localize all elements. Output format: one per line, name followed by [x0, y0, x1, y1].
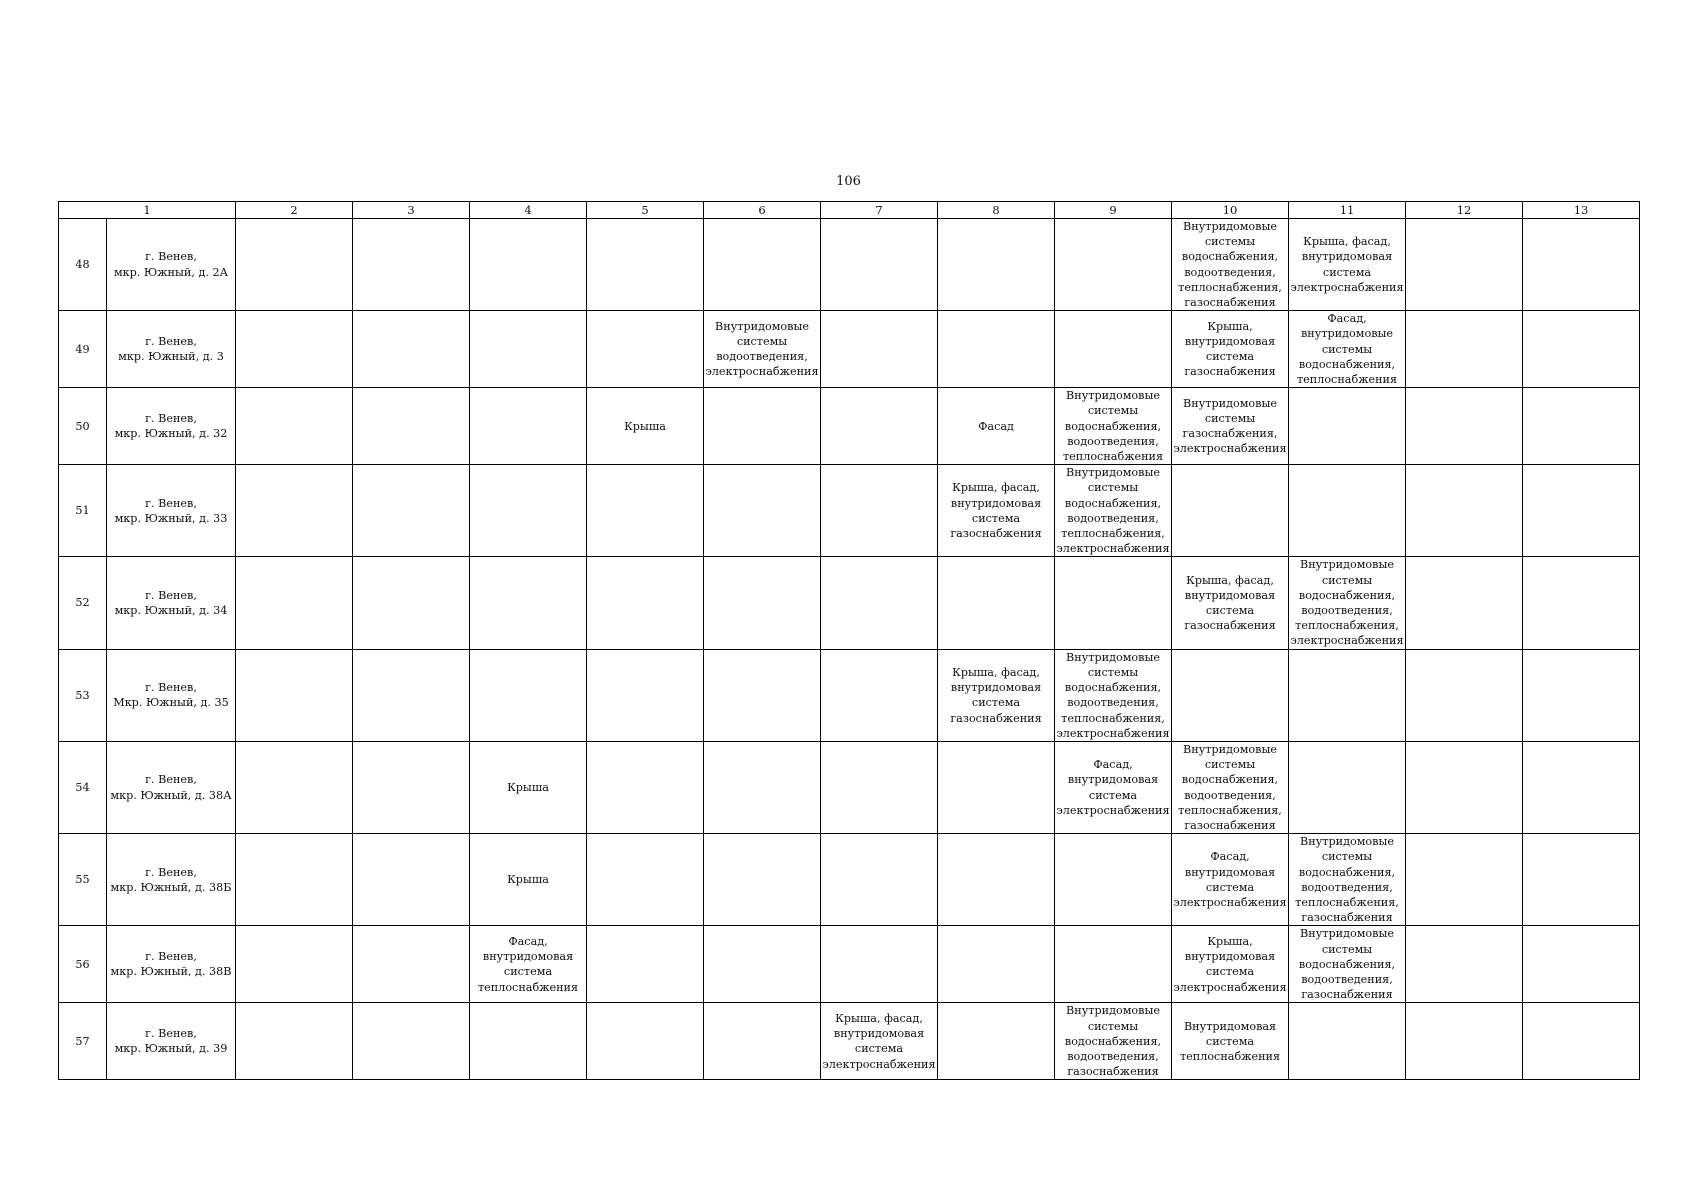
work-cell-col-6: [704, 741, 821, 833]
work-cell-col-3: [353, 926, 470, 1003]
work-cell-col-13: [1523, 926, 1640, 1003]
column-header: 12: [1406, 202, 1523, 219]
row-number: 55: [59, 834, 107, 926]
work-cell-col-5: [587, 926, 704, 1003]
address-line: г. Венев,: [145, 1027, 197, 1041]
address-cell: [107, 741, 236, 833]
address-line: г. Венев,: [145, 865, 197, 879]
address-line: мкр. Южный, д. 32: [114, 427, 228, 441]
work-cell-col-5: [587, 219, 704, 311]
work-cell-col-2: [236, 557, 353, 649]
table-row: [59, 388, 1640, 465]
work-cell-col-9: [1055, 219, 1172, 311]
work-cell-col-8: [938, 926, 1055, 1003]
work-cell-col-13: [1523, 834, 1640, 926]
work-cell-col-2: [236, 926, 353, 1003]
work-cell-col-2: [236, 311, 353, 388]
work-cell-col-10: [1172, 465, 1289, 557]
address-cell: [107, 1003, 236, 1080]
work-cell-col-4: [470, 465, 587, 557]
work-cell-col-7: [821, 311, 938, 388]
work-cell-col-13: [1523, 741, 1640, 833]
address-line: г. Венев,: [145, 588, 197, 602]
table-row: [59, 834, 1640, 926]
address-line: г. Венев,: [145, 950, 197, 964]
work-cell-col-10: Внутридомовые системы водоснабжения, водоотведения, теплоснабжения, газоснабжения: [1172, 741, 1289, 833]
address-line: мкр. Южный, д. 33: [114, 511, 228, 525]
work-cell-col-8: [938, 557, 1055, 649]
work-cell-col-6: [704, 465, 821, 557]
work-cell-col-6: [704, 649, 821, 741]
work-cell-col-11: Внутридомовые системы водоснабжения, водоотведения, теплоснабжения, газоснабжения: [1289, 834, 1406, 926]
work-cell-col-5: [587, 311, 704, 388]
page-number: 106: [836, 174, 861, 189]
work-cell-col-10: [1172, 649, 1289, 741]
address-cell: [107, 557, 236, 649]
work-cell-col-3: [353, 1003, 470, 1080]
table-row: [59, 465, 1640, 557]
table-row: [59, 649, 1640, 741]
work-cell-col-6: [704, 834, 821, 926]
work-cell-col-8: [938, 219, 1055, 311]
work-cell-col-13: [1523, 649, 1640, 741]
work-cell-col-3: [353, 741, 470, 833]
work-cell-col-11: Фасад, внутридомовые системы водоснабжения, теплоснабжения: [1289, 311, 1406, 388]
column-header: 9: [1055, 202, 1172, 219]
address-cell: [107, 311, 236, 388]
work-cell-col-9: Внутридомовые системы водоснабжения, водоотведения, теплоснабжения, электроснабжения: [1056, 650, 1170, 740]
work-cell-col-12: [1406, 649, 1523, 741]
work-cell-col-12: [1406, 834, 1523, 926]
table-row: [59, 219, 1640, 311]
work-cell-col-10: Фасад, внутридомовая система электроснабжения: [1172, 834, 1289, 926]
table-body: [59, 219, 1640, 1080]
work-cell-col-4: [470, 649, 587, 741]
work-cell-col-6: [704, 388, 821, 465]
table-row: [59, 557, 1640, 649]
work-cell-col-11: [1289, 388, 1406, 465]
work-cell-col-6: [704, 1003, 821, 1080]
row-number: 57: [59, 1003, 107, 1080]
row-number: 56: [59, 926, 107, 1003]
row-number: 52: [59, 557, 107, 649]
work-cell-col-11: Внутридомовые системы водоснабжения, водоотведения, теплоснабжения, электроснабжения: [1290, 558, 1404, 648]
address-cell: [107, 649, 236, 741]
row-number: 54: [59, 741, 107, 833]
work-cell-col-8: Крыша, фасад, внутридомовая система газоснабжения: [938, 465, 1055, 557]
row-number: 53: [59, 649, 107, 741]
work-cell-col-8: [938, 741, 1055, 833]
work-cell-col-7: [821, 649, 938, 741]
work-cell-col-12: [1406, 465, 1523, 557]
repair-schedule-table: [58, 201, 1640, 1080]
work-cell-col-2: [236, 1003, 353, 1080]
work-cell-col-10: Внутридомовая система теплоснабжения: [1172, 1003, 1289, 1080]
address-cell: [107, 465, 236, 557]
column-header: 1: [59, 202, 236, 219]
work-cell-col-9: Внутридомовые системы водоснабжения, водоотведения, газоснабжения: [1055, 1003, 1172, 1080]
work-cell-col-8: [938, 311, 1055, 388]
work-cell-col-7: [821, 926, 938, 1003]
work-cell-col-4: Крыша: [470, 834, 587, 926]
work-cell-col-6: [704, 926, 821, 1003]
work-cell-col-13: [1523, 1003, 1640, 1080]
work-cell-col-2: [236, 465, 353, 557]
work-cell-col-12: [1406, 741, 1523, 833]
work-cell-col-3: [353, 219, 470, 311]
work-cell-col-2: [236, 388, 353, 465]
work-cell-col-3: [353, 465, 470, 557]
table-row: [59, 311, 1640, 388]
row-number: 51: [59, 465, 107, 557]
work-cell-col-11: [1289, 465, 1406, 557]
address-line: г. Венев,: [145, 496, 197, 510]
address-line: г. Венев,: [145, 681, 197, 695]
work-cell-col-4: [470, 1003, 587, 1080]
column-header: 4: [470, 202, 587, 219]
work-cell-col-3: [353, 557, 470, 649]
work-cell-col-5: [587, 649, 704, 741]
work-cell-col-9: Фасад, внутридомовая система электроснабжения: [1055, 741, 1172, 833]
work-cell-col-12: [1406, 926, 1523, 1003]
work-cell-col-6: [704, 219, 821, 311]
address-line: г. Венев,: [145, 412, 197, 426]
work-cell-col-7: Крыша, фасад, внутридомовая система электроснабжения: [821, 1003, 938, 1080]
column-header: 8: [938, 202, 1055, 219]
address-line: г. Венев,: [145, 250, 197, 264]
work-cell-col-7: [821, 741, 938, 833]
table-row: [59, 741, 1640, 833]
work-cell-col-9: Внутридомовые системы водоснабжения, водоотведения, теплоснабжения: [1055, 388, 1172, 465]
row-number: 50: [59, 388, 107, 465]
work-cell-col-3: [353, 649, 470, 741]
work-cell-col-7: [821, 465, 938, 557]
address-line: мкр. Южный, д. 39: [114, 1042, 228, 1056]
address-line: мкр. Южный, д. 38Б: [110, 880, 232, 894]
work-cell-col-6: [704, 557, 821, 649]
work-cell-col-2: [236, 834, 353, 926]
column-header: 11: [1289, 202, 1406, 219]
work-cell-col-13: [1523, 465, 1640, 557]
work-cell-col-5: [587, 465, 704, 557]
work-cell-col-10: Крыша, внутридомовая система газоснабжения: [1172, 311, 1289, 388]
work-cell-col-8: [938, 1003, 1055, 1080]
work-cell-col-7: [821, 219, 938, 311]
column-header: 10: [1172, 202, 1289, 219]
address-line: мкр. Южный, д. 38А: [110, 788, 232, 802]
address-line: г. Венев,: [145, 335, 197, 349]
row-number: 48: [59, 219, 107, 311]
work-cell-col-4: [470, 311, 587, 388]
work-cell-col-12: [1406, 1003, 1523, 1080]
work-cell-col-11: [1289, 741, 1406, 833]
address-cell: [107, 388, 236, 465]
address-line: мкр. Южный, д. 3: [118, 350, 224, 364]
work-cell-col-4: [470, 219, 587, 311]
work-cell-col-4: [470, 388, 587, 465]
work-cell-col-11: [1289, 649, 1406, 741]
work-cell-col-12: [1406, 557, 1523, 649]
work-cell-col-10: Внутридомовые системы водоснабжения, водоотведения, теплоснабжения, газоснабжения: [1172, 219, 1289, 311]
address-cell: [107, 834, 236, 926]
work-cell-col-4: [470, 557, 587, 649]
work-cell-col-10: Внутридомовые системы газоснабжения, электроснабжения: [1172, 388, 1289, 465]
table-row: [59, 926, 1640, 1003]
work-cell-col-12: [1406, 219, 1523, 311]
address-line: г. Венев,: [145, 773, 197, 787]
table-row: [59, 1003, 1640, 1080]
column-header: 3: [353, 202, 470, 219]
column-header: 2: [236, 202, 353, 219]
column-header: 5: [587, 202, 704, 219]
work-cell-col-7: [821, 834, 938, 926]
column-header: 6: [704, 202, 821, 219]
work-cell-col-9: [1055, 926, 1172, 1003]
work-cell-col-9: Внутридомовые системы водоснабжения, водоотведения, теплоснабжения, электроснабжения: [1056, 466, 1170, 556]
row-number: 49: [59, 311, 107, 388]
work-cell-col-5: Крыша: [587, 388, 704, 465]
work-cell-col-12: [1406, 388, 1523, 465]
work-cell-col-8: Фасад: [938, 388, 1055, 465]
work-cell-col-11: Внутридомовые системы водоснабжения, водоотведения, газоснабжения: [1289, 926, 1406, 1003]
address-line: мкр. Южный, д. 2А: [113, 265, 229, 279]
work-cell-col-13: [1523, 388, 1640, 465]
work-cell-col-2: [236, 741, 353, 833]
column-header: 7: [821, 202, 938, 219]
work-cell-col-2: [236, 649, 353, 741]
work-cell-col-12: [1406, 311, 1523, 388]
column-number-header-row: [59, 202, 1640, 219]
work-cell-col-9: [1055, 557, 1172, 649]
work-cell-col-3: [353, 311, 470, 388]
work-cell-col-10: Крыша, внутридомовая система электроснабжения: [1172, 926, 1289, 1003]
column-header: 13: [1523, 202, 1640, 219]
work-cell-col-3: [353, 388, 470, 465]
work-cell-col-11: Крыша, фасад, внутридомовая система электроснабжения: [1289, 219, 1406, 311]
work-cell-col-10: Крыша, фасад, внутридомовая система газоснабжения: [1172, 557, 1289, 649]
work-cell-col-3: [353, 834, 470, 926]
work-cell-col-5: [587, 1003, 704, 1080]
work-cell-col-5: [587, 741, 704, 833]
work-cell-col-9: [1055, 311, 1172, 388]
work-cell-col-7: [821, 388, 938, 465]
address-line: Мкр. Южный, д. 35: [113, 696, 229, 710]
address-cell: [107, 219, 236, 311]
work-cell-col-8: [938, 834, 1055, 926]
address-line: мкр. Южный, д. 38В: [110, 965, 232, 979]
work-cell-col-4: Крыша: [470, 741, 587, 833]
address-line: мкр. Южный, д. 34: [114, 604, 228, 618]
work-cell-col-6: Внутридомовые системы водоотведения, электроснабжения: [704, 311, 821, 388]
work-cell-col-11: [1289, 1003, 1406, 1080]
work-cell-col-13: [1523, 311, 1640, 388]
work-cell-col-7: [821, 557, 938, 649]
work-cell-col-13: [1523, 219, 1640, 311]
work-cell-col-9: [1055, 834, 1172, 926]
address-cell: [107, 926, 236, 1003]
work-cell-col-8: Крыша, фасад, внутридомовая система газоснабжения: [938, 649, 1055, 741]
work-cell-col-4: Фасад, внутридомовая система теплоснабжения: [470, 926, 587, 1003]
work-cell-col-5: [587, 834, 704, 926]
work-cell-col-2: [236, 219, 353, 311]
work-cell-col-5: [587, 557, 704, 649]
work-cell-col-13: [1523, 557, 1640, 649]
